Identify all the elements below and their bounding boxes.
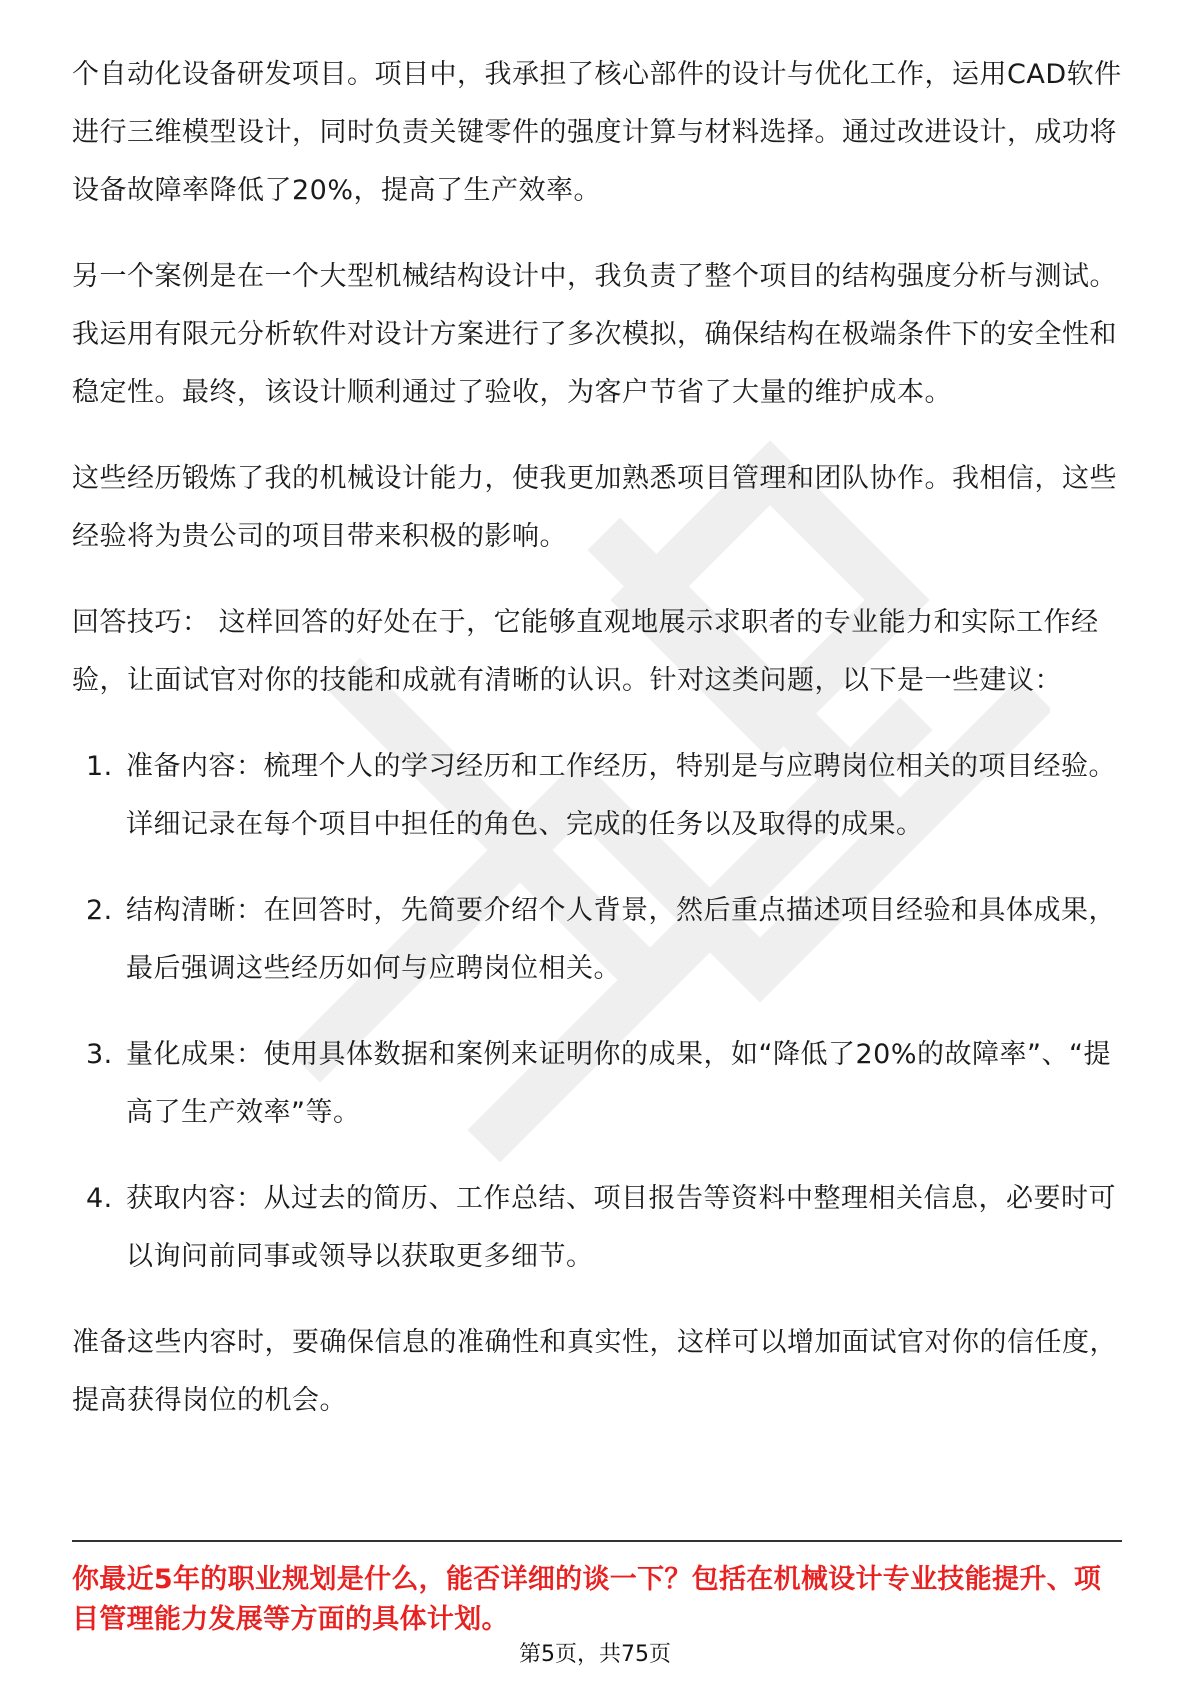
list-item-text: 量化成果：使用具体数据和案例来证明你的成果，如“降低了20%的故障率”、“提高了生产效率”等。 [126,1039,1111,1128]
paragraph-second-case: 另一个案例是在一个大型机械结构设计中，我负责了整个项目的结构强度分析与测试。我运用有限元分析软件对设计方案进行了多次模拟，确保结构在极端条件下的安全性和稳定性。最终，该设计顺利通过了验收，为客户节省了大量的维护成本。 [72,261,1117,408]
list-item-number: 1. [86,751,113,782]
paragraph-project-experience: 个自动化设备研发项目。项目中，我承担了核心部件的设计与优化工作，运用CAD软件进行三维模型设计，同时负责关键零件的强度计算与材料选择。通过改进设计，成功将设备故障率降低了20%，提高了生产效率。 [72,59,1122,206]
page-number-footer: 第5页，共75页 [519,1642,671,1667]
tips-list [72,738,1122,1286]
list-item-number: 2. [86,895,113,926]
main-content [72,46,1122,1458]
list-item-number: 4. [86,1183,113,1214]
list-item-text: 准备内容：梳理个人的学习经历和工作经历，特别是与应聘岗位相关的项目经验。详细记录在每个项目中担任的角色、完成的任务以及取得的成果。 [126,751,1116,840]
section-divider [72,1540,1122,1542]
list-item-text: 获取内容：从过去的简历、工作总结、项目报告等资料中整理相关信息，必要时可以询问前同事或领导以获取更多细节。 [126,1183,1116,1272]
list-item [72,1026,1122,1142]
list-item [72,738,1122,854]
next-interview-question: 你最近5年的职业规划是什么，能否详细的谈一下？包括在机械设计专业技能提升、项目管理能力发展等方面的具体计划。 [72,1564,1102,1635]
paragraph-answer-tips: 回答技巧： 这样回答的好处在于，它能够直观地展示求职者的专业能力和实际工作经验，让面试官对你的技能和成就有清晰的认识。针对这类问题，以下是一些建议： [72,607,1099,696]
list-item-number: 3. [86,1039,113,1070]
paragraph-summary: 这些经历锻炼了我的机械设计能力，使我更加熟悉项目管理和团队协作。我相信，这些经验将为贵公司的项目带来积极的影响。 [72,463,1117,552]
paragraph-closing-advice: 准备这些内容时，要确保信息的准确性和真实性，这样可以增加面试官对你的信任度，提高获得岗位的机会。 [72,1327,1117,1416]
list-item [72,1170,1122,1286]
list-item [72,882,1122,998]
list-item-text: 结构清晰：在回答时，先简要介绍个人背景，然后重点描述项目经验和具体成果，最后强调这些经历如何与应聘岗位相关。 [126,895,1116,984]
